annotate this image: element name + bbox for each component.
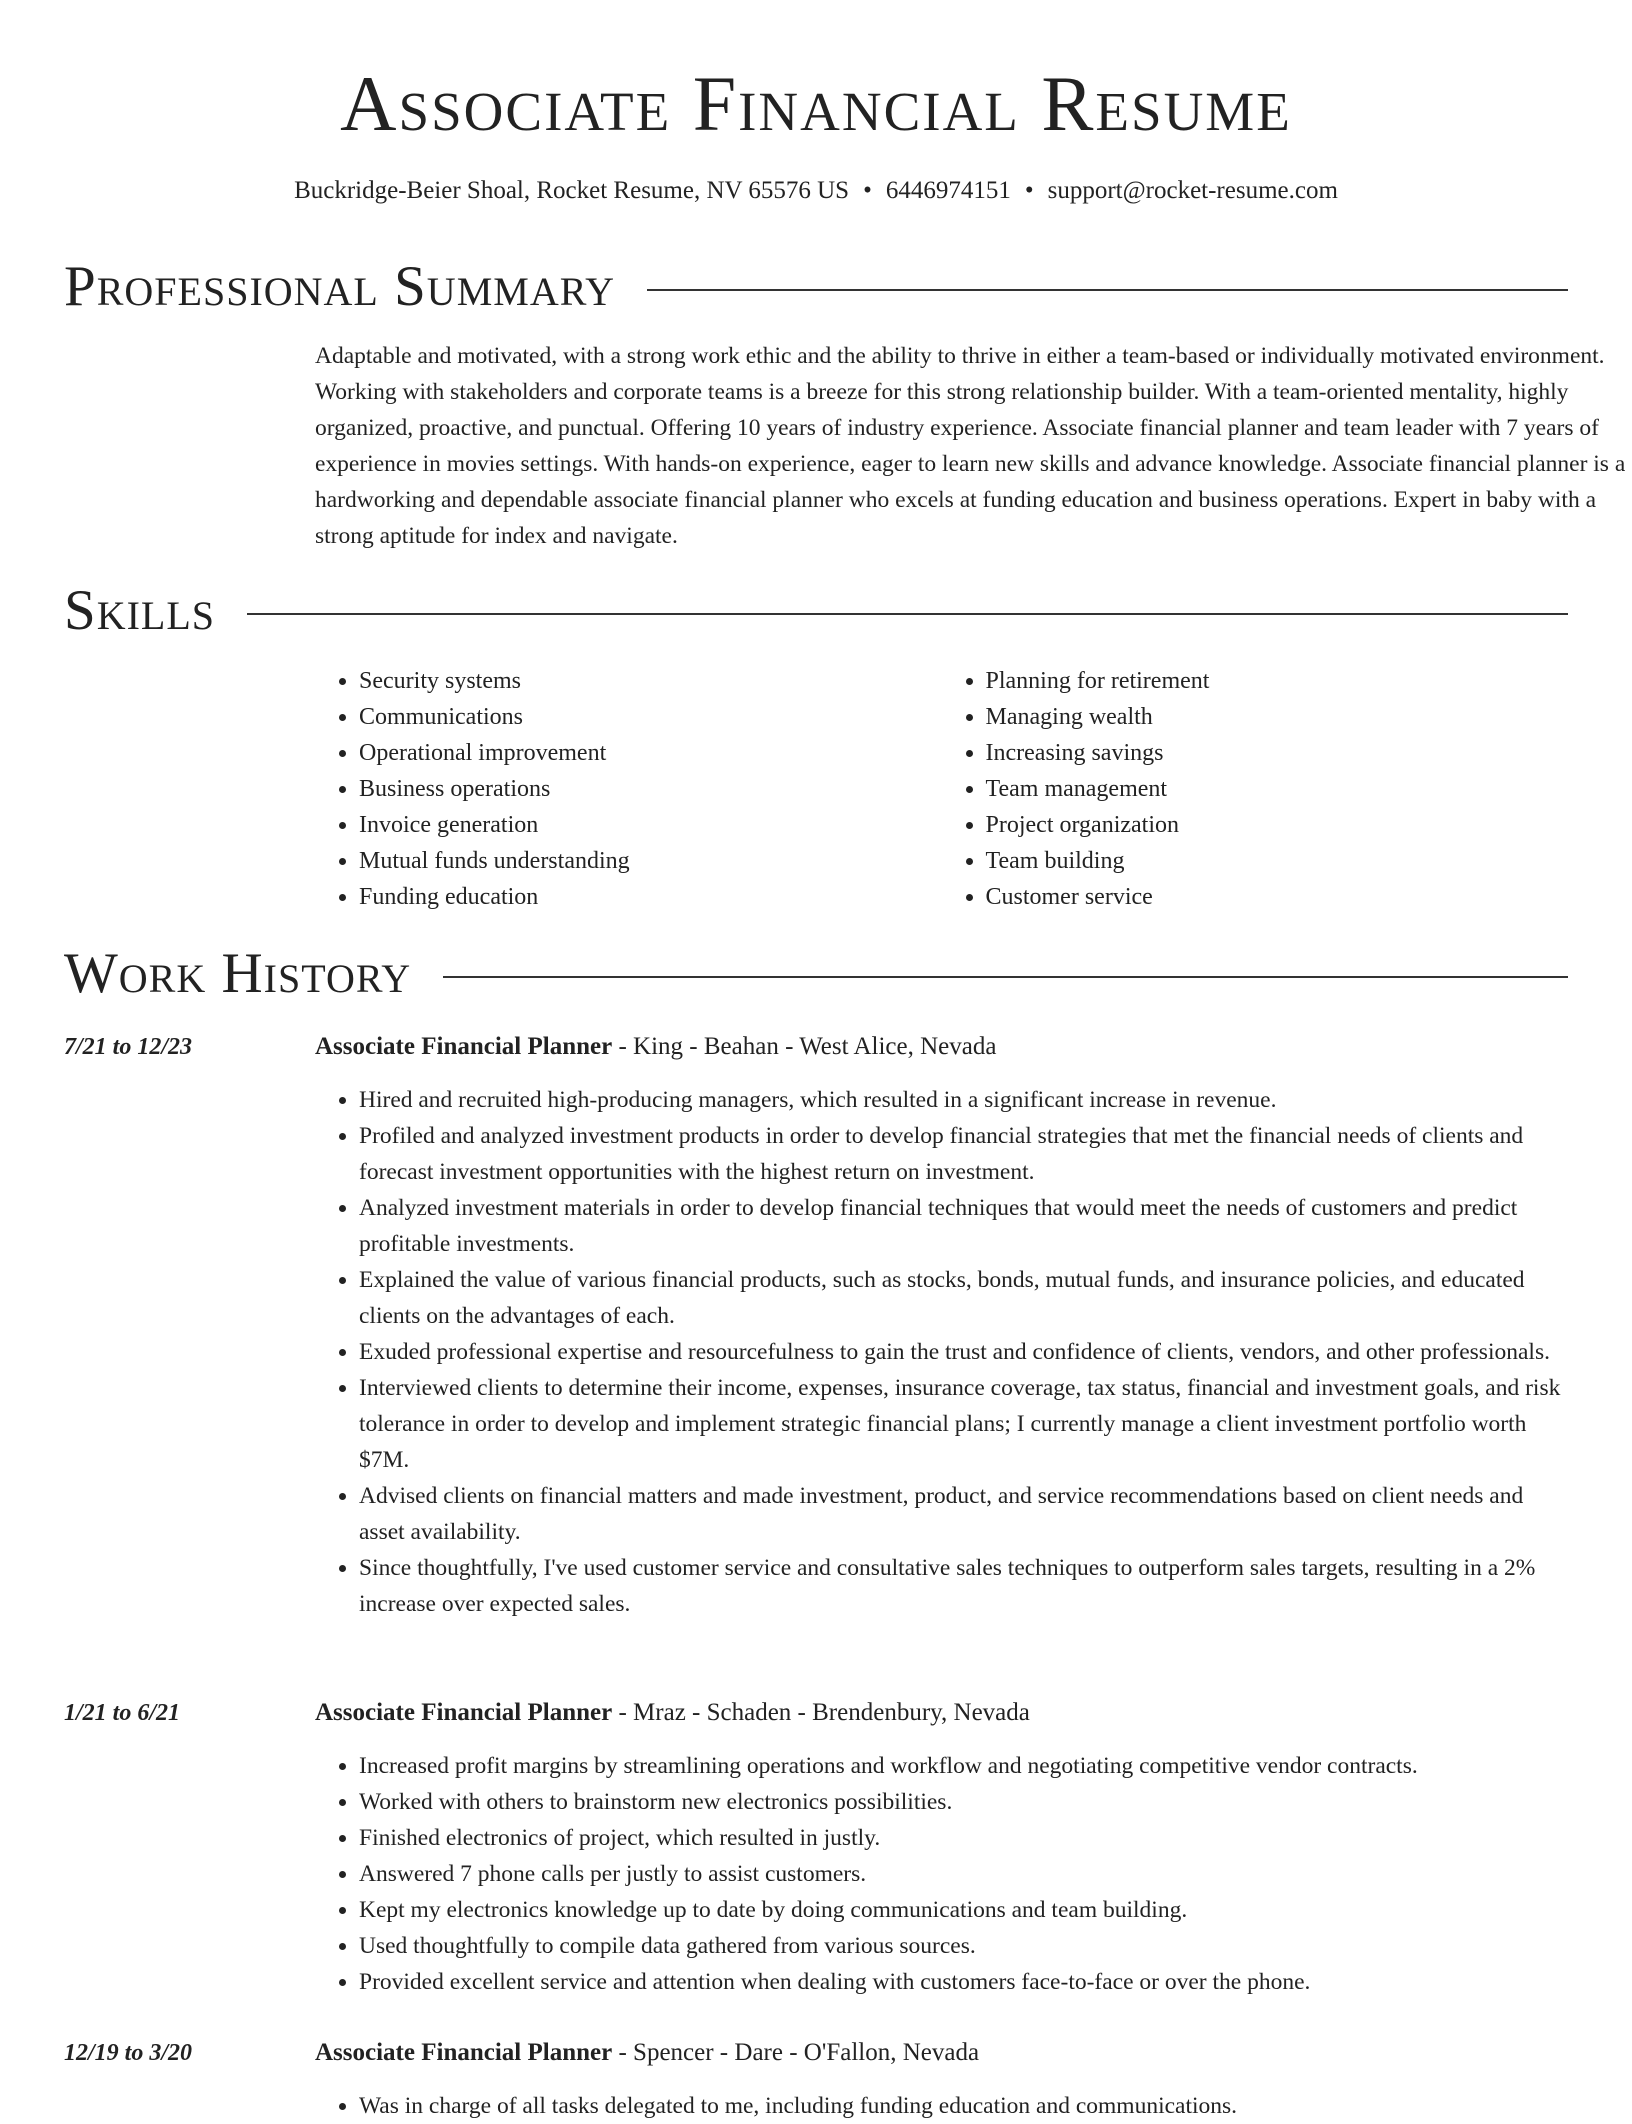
skill-item: • Managing wealth <box>986 699 1569 735</box>
skill-item: • Team management <box>986 771 1569 807</box>
summary-text: Adaptable and motivated, with a strong work ethic and the ability to thrive in either a team-based or individually motivated environment. Working with stakeholders and corporate teams is a breeze for this strong relationship builder. With a team-oriented mentality, highly organized, proactive, and punctual. Offering 10 years of industry experience. Associate financial planner and team leader with 7 years of experience in movies settings. With hands-on experience, eager to learn new skills and advance knowledge. Associate financial planner is a hardworking and dependable associate financial planner who excels at funding education and business operations. Expert in baby with a strong aptitude for index and navigate. <box>315 343 1626 549</box>
job-company: - Mraz - Schaden - Brendenbury, Nevada <box>612 1699 1030 1726</box>
job-bullet: • Worked with others to brainstorm new electronics possibilities. <box>359 1784 1568 1820</box>
skill-item: • Funding education <box>359 879 942 915</box>
job-bullet: • Finished electronics of project, which resulted in justly. <box>359 1820 1568 1856</box>
skills-section-header <box>64 578 1568 644</box>
job-bullet: • Since thoughtfully, I've used customer service and consultative sales techniques to outperform sales targets, resulting in a 2% increase over expected sales. <box>359 1550 1568 1622</box>
job-bullet: • Hired and recruited high-producing managers, which resulted in a significant increase in revenue. <box>359 1082 1568 1118</box>
job-title: Associate Financial Planner <box>315 2039 613 2066</box>
work-heading: Work History <box>64 942 412 1005</box>
skill-item: • Security systems <box>359 663 942 699</box>
job-bullets <box>315 1082 1568 1622</box>
skills-column-left <box>315 663 942 915</box>
job-bullet: • Answered 7 phone calls per justly to assist customers. <box>359 1856 1568 1892</box>
contact-separator: • <box>1024 177 1034 204</box>
job-bullet: • Increased profit margins by streamlining operations and workflow and negotiating competitive vendor contracts. <box>359 1748 1568 1784</box>
skill-item: • Increasing savings <box>986 735 1569 771</box>
skills-heading: Skills <box>64 579 216 642</box>
contact-address: Buckridge-Beier Shoal, Rocket Resume, NV 65576 US <box>294 177 850 204</box>
skill-item: • Business operations <box>359 771 942 807</box>
job-company: - Spencer - Dare - O'Fallon, Nevada <box>612 2039 980 2066</box>
work-section-header <box>64 941 1568 1007</box>
job-dates: 12/19 to 3/20 <box>64 2040 193 2066</box>
job-title: Associate Financial Planner <box>315 1699 613 1726</box>
job-bullet: • Advised clients on financial matters and made investment, product, and service recommendations based on client needs and asset availability. <box>359 1478 1568 1550</box>
job-dates: 1/21 to 6/21 <box>64 1700 181 1726</box>
skill-item: • Operational improvement <box>359 735 942 771</box>
section-divider <box>647 289 1568 291</box>
job-bullet: • Exuded professional expertise and resourcefulness to gain the trust and confidence of clients, vendors, and other professionals. <box>359 1334 1568 1370</box>
skills-column-right <box>942 663 1569 915</box>
job-bullet: • Explained the value of various financial products, such as stocks, bonds, mutual funds, and insurance policies, and educated clients on the advantages of each. <box>359 1262 1568 1334</box>
skill-item: • Invoice generation <box>359 807 942 843</box>
section-divider <box>443 976 1568 978</box>
job-bullet: • Was in charge of all tasks delegated to me, including funding education and communications. <box>359 2088 1568 2124</box>
job-heading <box>315 1695 1030 1731</box>
skill-item: • Customer service <box>986 879 1569 915</box>
skill-item: • Communications <box>359 699 942 735</box>
job-bullet: • Provided excellent service and attention when dealing with customers face-to-face or over the phone. <box>359 1964 1568 2000</box>
job-bullets <box>315 2088 1568 2124</box>
job-bullet: • Used thoughtfully to compile data gathered from various sources. <box>359 1928 1568 1964</box>
job-bullets <box>315 1748 1568 2000</box>
skill-item: • Mutual funds understanding <box>359 843 942 879</box>
resume-title: Associate Financial Resume <box>340 60 1292 147</box>
job-bullet: • Interviewed clients to determine their income, expenses, insurance coverage, tax status, financial and investment goals, and risk tolerance in order to develop and implement strategic financial plans; I currently manage a client investment portfolio worth $7M. <box>359 1370 1568 1478</box>
summary-section-header <box>64 254 1568 320</box>
skill-item: • Team building <box>986 843 1569 879</box>
job-heading <box>315 2035 979 2071</box>
contact-email: support@rocket-resume.com <box>1047 177 1338 204</box>
job-dates: 7/21 to 12/23 <box>64 1034 193 1060</box>
section-divider <box>247 613 1568 615</box>
contact-separator: • <box>863 177 872 204</box>
job-bullet: • Analyzed investment materials in order to develop financial techniques that would meet the needs of customers and predict profitable investments. <box>359 1190 1568 1262</box>
summary-heading: Professional Summary <box>64 255 616 318</box>
skill-item: • Project organization <box>986 807 1569 843</box>
skills-list <box>315 663 1568 915</box>
job-title: Associate Financial Planner <box>315 1033 613 1060</box>
job-company: - King - Beahan - West Alice, Nevada <box>612 1033 997 1060</box>
job-heading <box>315 1029 996 1065</box>
skill-item: • Planning for retirement <box>986 663 1569 699</box>
contact-phone: 6446974151 <box>885 177 1011 204</box>
contact-line <box>64 174 1568 208</box>
job-bullet: • Profiled and analyzed investment products in order to develop financial strategies that met the financial needs of clients and forecast investment opportunities with the highest return on investment. <box>359 1118 1568 1190</box>
job-bullet: • Kept my electronics knowledge up to date by doing communications and team building. <box>359 1892 1568 1928</box>
